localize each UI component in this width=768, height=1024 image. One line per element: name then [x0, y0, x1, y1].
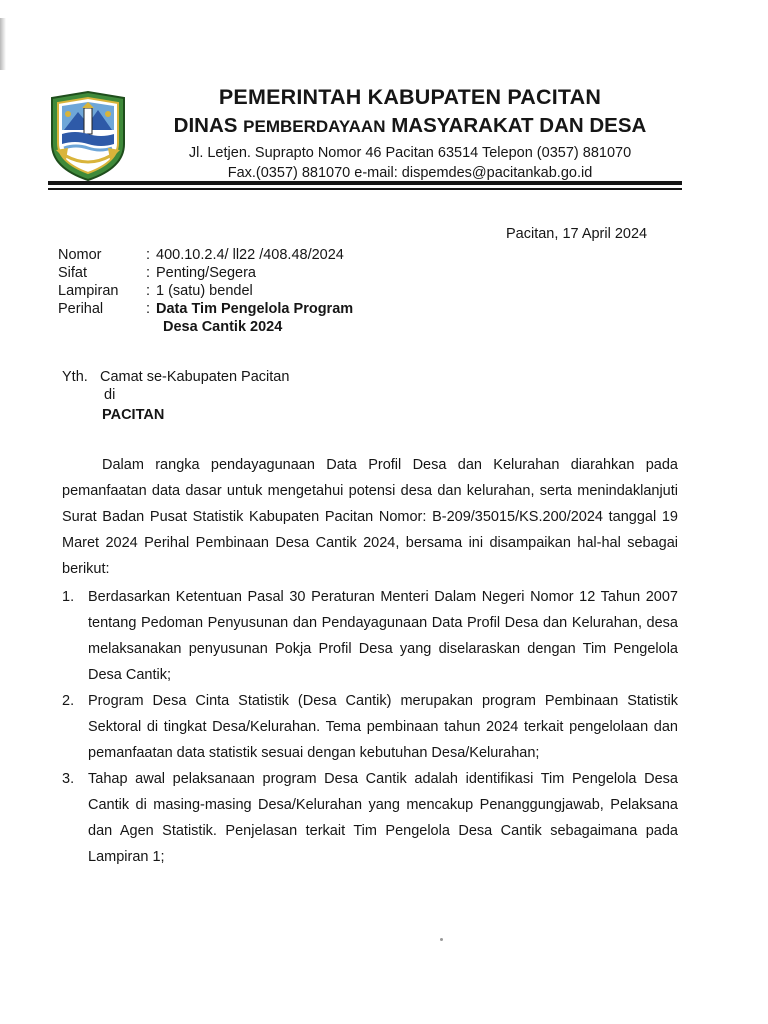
- letterhead-agency-part1: DINAS: [173, 114, 244, 137]
- meta-row-nomor: [58, 246, 353, 264]
- meta-row-lampiran: [58, 282, 353, 300]
- perihal-label: Perihal: [58, 301, 104, 317]
- list-item: [62, 688, 678, 766]
- addressee-recipient: Camat se-Kabupaten Pacitan: [100, 369, 290, 385]
- body-intro-paragraph: Dalam rangka pendayagunaan Data Profil Desa dan Kelurahan diarahkan pada pemanfaatan data dasar untuk mengetahui potensi desa dan kelurahan, serta menindaklanjuti Surat Badan Pusat Statistik Kabupaten Pacitan Nomor: B-209/35015/KS.200/2024 tanggal 19 Maret 2024 Perihal Pembinaan Desa Cantik 2024, bersama ini disampaikan hal-hal sebagai berikut:: [62, 457, 678, 577]
- letterhead-government-name: PEMERINTAH KABUPATEN PACITAN: [218, 85, 602, 109]
- list-item-number: 1.: [62, 589, 75, 605]
- lampiran-colon: :: [146, 283, 151, 299]
- letter-body: [62, 452, 678, 870]
- nomor-colon: :: [146, 247, 151, 263]
- date-place: Pacitan,: [506, 226, 559, 242]
- list-item-number: 3.: [62, 771, 75, 787]
- addressee-di: di: [104, 387, 116, 403]
- body-list: [62, 584, 678, 870]
- lampiran-label: Lampiran: [58, 283, 119, 299]
- list-item-number: 2.: [62, 693, 75, 709]
- perihal-colon: :: [146, 301, 151, 317]
- pacitan-regency-crest-icon: [48, 90, 128, 182]
- meta-row-sifat: [58, 264, 353, 282]
- list-item: [62, 766, 678, 870]
- nomor-label: Nomor: [58, 247, 102, 263]
- lampiran-value: 1 (satu) bendel: [156, 283, 253, 299]
- addressee-line: [62, 368, 289, 386]
- letterhead-contact: Fax.(0357) 881070 e-mail: dispemdes@pacitankab.go.id: [227, 165, 593, 181]
- meta-row-perihal: [58, 300, 353, 318]
- nomor-value: 400.10.2.4/ ll22 /408.48/2024: [156, 247, 344, 263]
- sifat-label: Sifat: [58, 265, 88, 281]
- sifat-value: Penting/Segera: [156, 265, 256, 281]
- perihal-value-line1: Data Tim Pengelola Program: [156, 301, 354, 317]
- letterhead-agency-part2: PEMBERDAYAAN: [243, 117, 386, 136]
- addressee-prefix: Yth.: [62, 369, 88, 385]
- letterhead-address: Jl. Letjen. Suprapto Nomor 46 Pacitan 63514 Telepon (0357) 881070: [188, 145, 632, 161]
- scan-speck: [440, 938, 443, 941]
- letterhead-rule-thick: [48, 181, 682, 185]
- addressee: [62, 368, 289, 424]
- letter-date: [506, 226, 647, 242]
- list-item-text: Tahap awal pelaksanaan program Desa Cantik adalah identifikasi Tim Pengelola Desa Cantik di masing-masing Desa/Kelurahan yang mencakup Penanggungjawab, Pelaksana dan Agen Statistik. Penjelasan terkait Tim Pengelola Desa Cantik sebagaimana pada Lampiran 1;: [88, 771, 678, 865]
- date-month-year: April 2024: [581, 226, 648, 242]
- letterhead-agency-part3: MASYARAKAT DAN DESA: [385, 114, 647, 137]
- letter-meta: [58, 246, 353, 336]
- scan-edge-mark: [0, 18, 6, 70]
- list-item-text: Program Desa Cinta Statistik (Desa Cantik) merupakan program Pembinaan Statistik Sektoral di tingkat Desa/Kelurahan. Tema pembinaan tahun 2024 terkait pengelolaan dan pemanfaatan data statistik sesuai dengan kebutuhan Desa/Kelurahan;: [88, 693, 678, 761]
- letterhead-agency-name: [140, 112, 680, 140]
- date-day: 17: [562, 226, 579, 242]
- addressee-city: PACITAN: [102, 407, 165, 423]
- sifat-colon: :: [146, 265, 151, 281]
- list-item: [62, 584, 678, 688]
- letterhead: [140, 84, 680, 183]
- list-item-text: Berdasarkan Ketentuan Pasal 30 Peraturan Menteri Dalam Negeri Nomor 12 Tahun 2007 tentang Pedoman Penyusunan dan Pendayagunaan Data Profil Desa dan Kelurahan, desa melaksanakan penyusunan Pokja Profil Desa yang diselaraskan dengan Tim Pengelola Desa Cantik;: [88, 589, 678, 683]
- letterhead-rule-thin: [48, 188, 682, 190]
- perihal-value-line2: Desa Cantik 2024: [163, 319, 283, 335]
